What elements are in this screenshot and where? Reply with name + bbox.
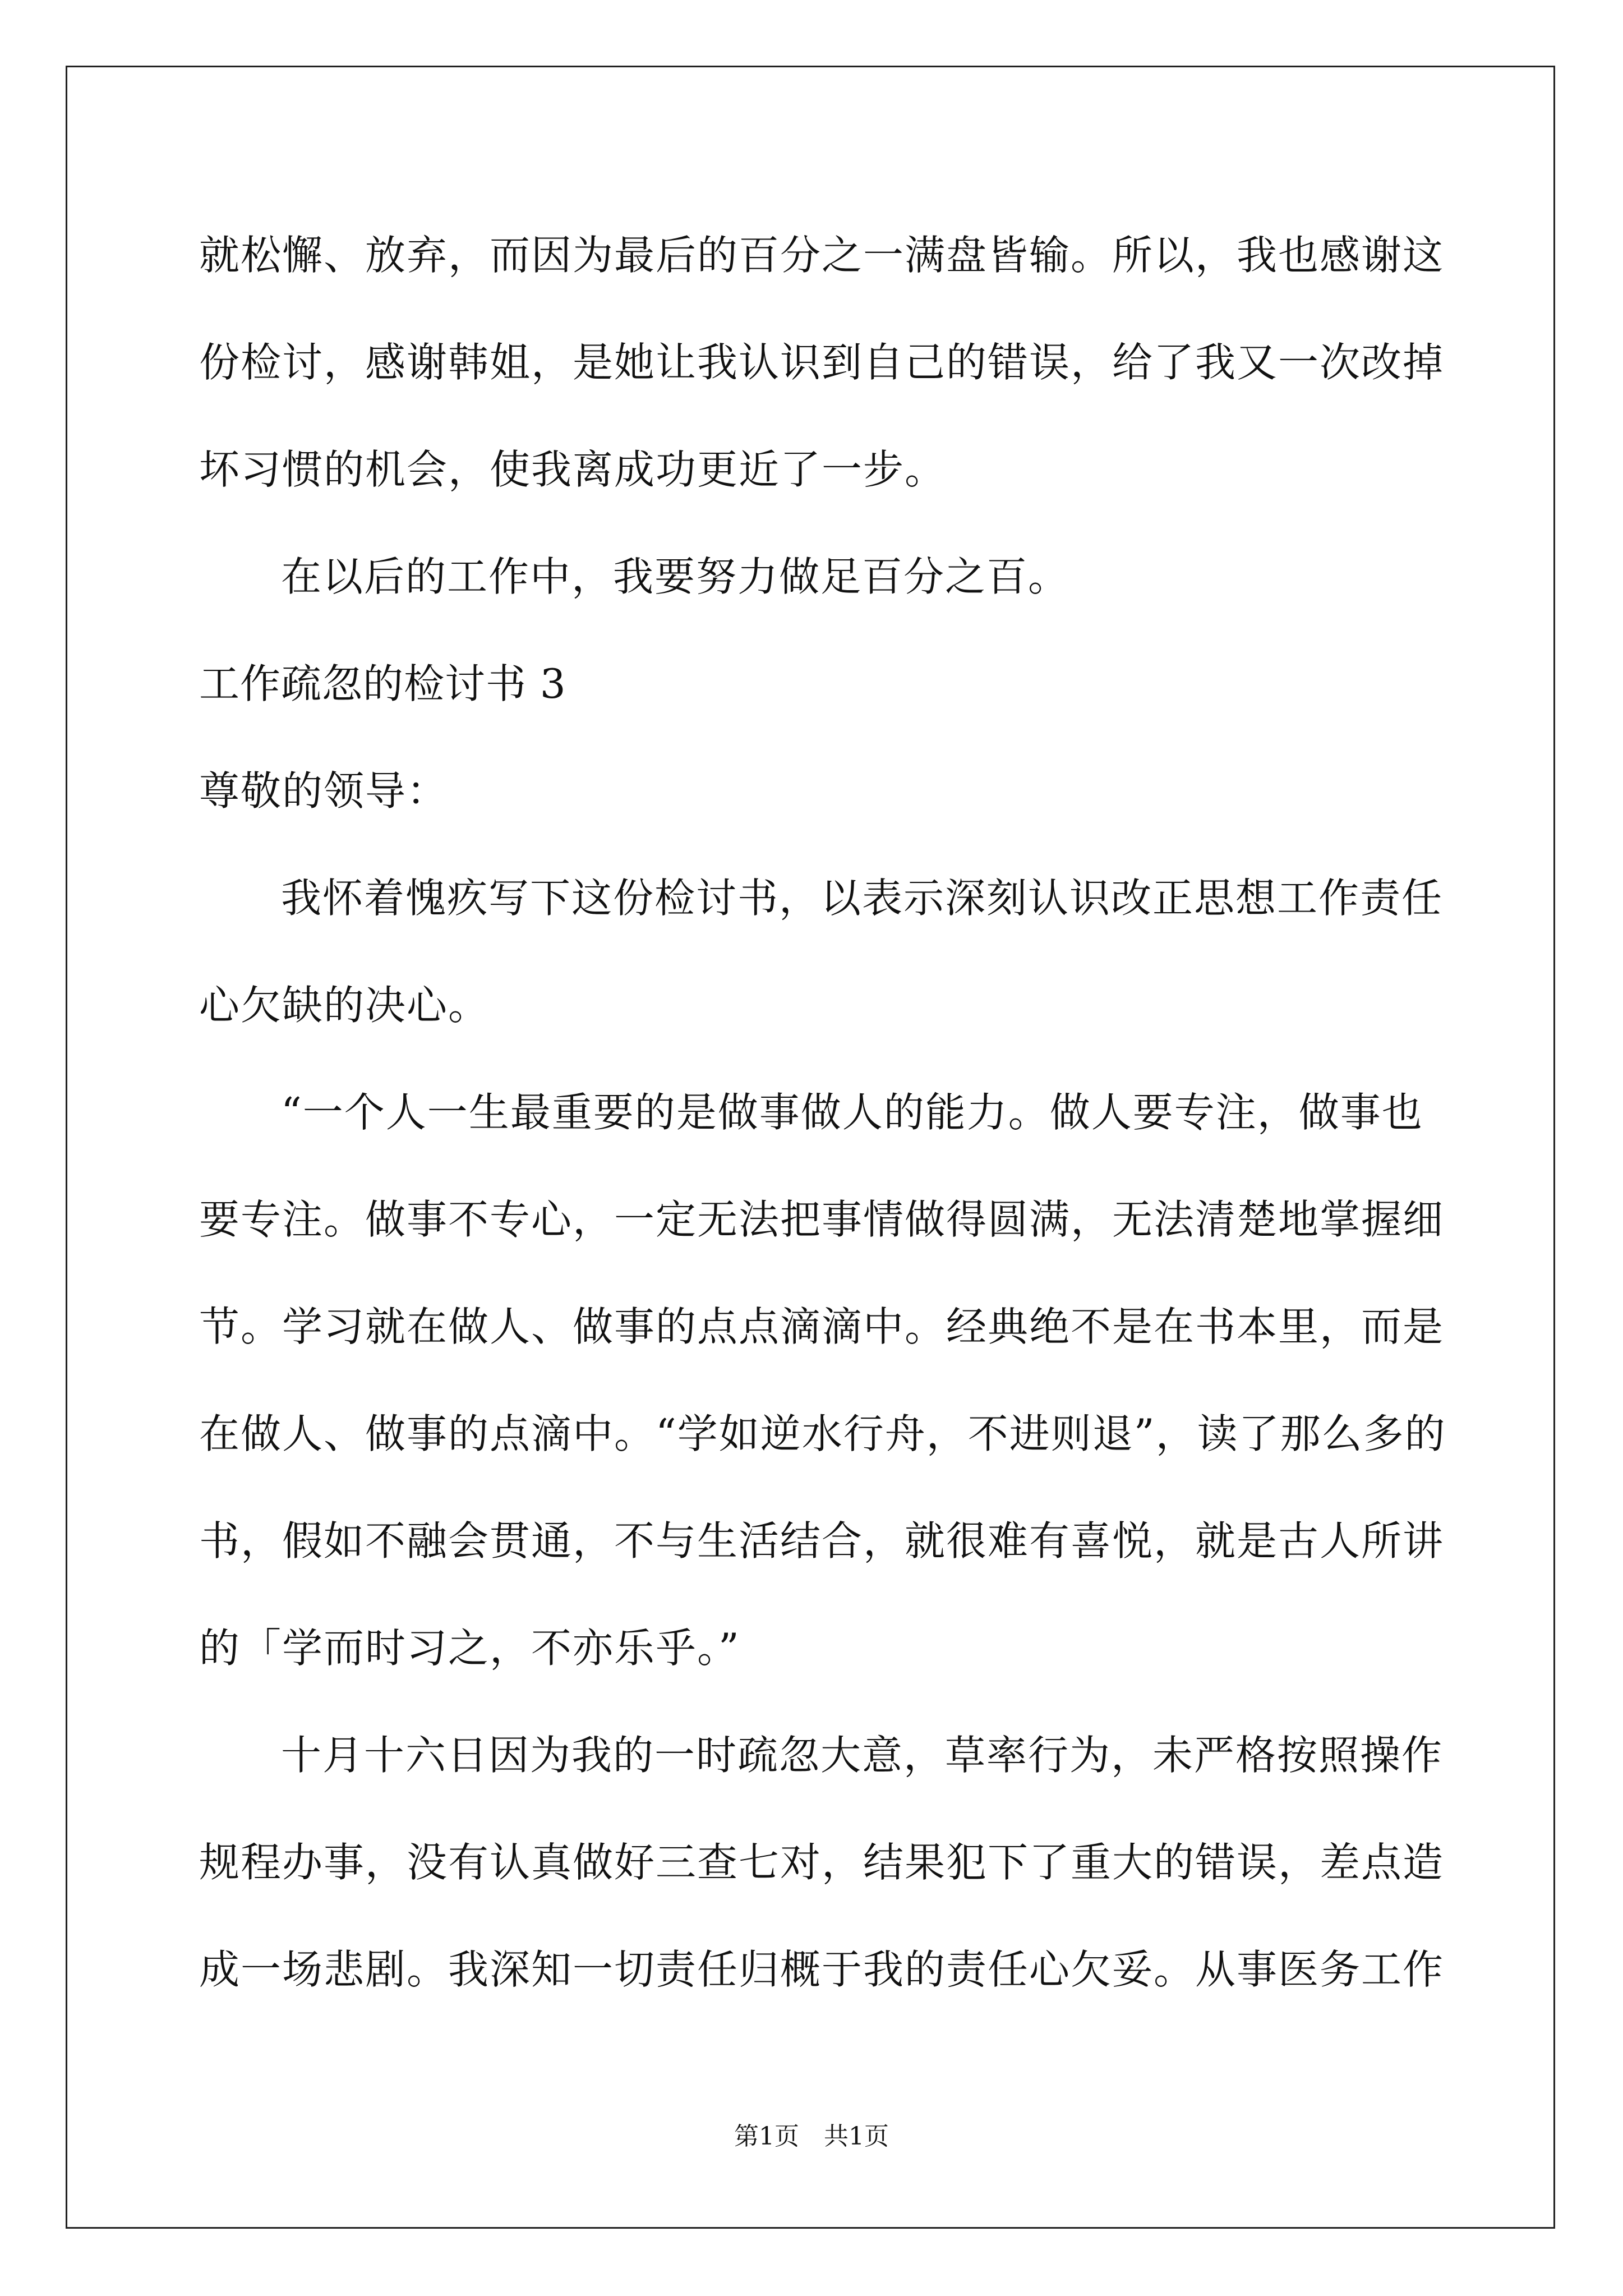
document-body [199,202,1446,2023]
paragraph-line: 份检讨，感谢韩姐，是她让我认识到自己的错误，给了我又一次改掉 [199,339,1445,386]
page-number-footer: 第1页 共1页 [734,2122,889,2151]
paragraph-line: 要专注。做事不专心，一定无法把事情做得圆满，无法清楚地掌握细 [199,1196,1445,1243]
paragraph-line: 节。学习就在做人、做事的点点滴滴中。经典绝不是在书本里，而是 [199,1303,1445,1350]
paragraph-line: 在以后的工作中，我要努力做足百分之百。 [281,553,1070,600]
paragraph-line: 的「学而时习之，不亦乐乎。” [199,1625,740,1672]
paragraph-line: 就松懈、放弃，而因为最后的百分之一满盘皆输。所以，我也感谢这 [199,232,1445,279]
paragraph-line: 心欠缺的决心。 [199,982,490,1029]
paragraph-line: 书，假如不融会贯通，不与生活结合，就很难有喜悦，就是古人所讲 [199,1517,1445,1565]
section-heading: 工作疏忽的检讨书 3 [199,660,566,707]
paragraph-line: 在做人、做事的点滴中。“学如逆水行舟，不进则退”，读了那么多的 [199,1410,1446,1457]
paragraph-line: “一个人一生最重要的是做事做人的能力。做人要专注，做事也 [281,1089,1423,1136]
paragraph-line: 十月十六日因为我的一时疏忽大意，草率行为，未严格按照操作 [281,1732,1444,1779]
paragraph-line: 成一场悲剧。我深知一切责任归概于我的责任心欠妥。从事医务工作 [199,1946,1445,1993]
paragraph-line: 我怀着愧疚写下这份检讨书，以表示深刻认识改正思想工作责任 [281,875,1444,922]
paragraph-line: 规程办事，没有认真做好三查七对，结果犯下了重大的错误，差点造 [199,1839,1445,1886]
paragraph-line: 坏习惯的机会，使我离成功更近了一步。 [199,446,947,493]
salutation: 尊敬的领导： [199,767,449,815]
